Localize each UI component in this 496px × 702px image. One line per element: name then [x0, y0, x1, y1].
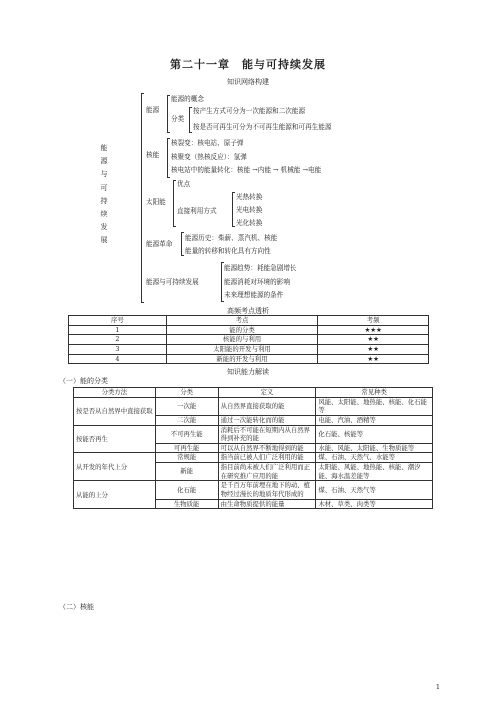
page-title: 第二十一章 能与可持续发展	[170, 58, 326, 71]
class-type-cell: 化石能	[155, 481, 218, 499]
exam-header-freq: 考频	[318, 316, 429, 326]
class-method-cell: 从能的上分	[74, 481, 156, 509]
section-2-heading: （二）核能	[59, 603, 94, 611]
node-advantages: 优点	[177, 180, 191, 188]
exam-cell-point: 能的分类	[166, 325, 318, 335]
exam-cell-no: 2	[69, 335, 167, 345]
class-def-cell: 可以从自然界不断地得到的能	[218, 443, 316, 453]
node-concept: 能源的概念	[171, 95, 204, 103]
class-def-cell: 通过一次能转化而的能	[218, 415, 316, 425]
table-row	[69, 335, 429, 345]
table-row	[74, 481, 433, 499]
class-method-cell: 按能否再生	[74, 425, 156, 453]
network-heading: 知识网络构建	[227, 78, 269, 86]
class-header-row	[74, 388, 433, 398]
node-trend: 能源趋势：耗能急剧增长	[224, 264, 297, 272]
node-fission: 核裂变：核电站、原子弹	[171, 139, 244, 147]
table-row	[74, 397, 433, 415]
exam-cell-freq: ★★	[318, 335, 429, 345]
table-row	[74, 425, 433, 443]
exam-header-point: 考点	[166, 316, 318, 326]
class-def-cell: 指目前尚未被人们广泛利用而正在研究推广应用的能	[218, 463, 316, 481]
node-fusion: 核聚变（热核反应）：氢弹	[171, 153, 247, 161]
class-def-cell: 指当前已被人们广泛利用的能	[218, 453, 316, 463]
class-def-cell: 由生命物质提供的能量	[218, 499, 316, 509]
class-def-cell: 从自然界直接获取的能	[218, 397, 316, 415]
class-header-examples: 常见种类	[316, 388, 433, 398]
class-header-def: 定义	[218, 388, 316, 398]
class-examples-cell: 水能、风能、太阳能、生物质能等	[316, 443, 433, 453]
node-solar: 太阳能	[146, 198, 166, 206]
exam-cell-freq: ★★★	[318, 325, 429, 335]
exam-heading: 高频考点透析	[227, 307, 269, 315]
exam-cell-point: 新能的开发与利用	[166, 354, 318, 364]
page-number: 1	[435, 683, 440, 691]
revolution-brace	[181, 232, 182, 256]
exam-header-no: 序号	[69, 316, 167, 326]
node-revolution: 能源革命	[146, 240, 173, 248]
table-row	[74, 453, 433, 463]
exam-cell-no: 4	[69, 354, 167, 364]
classification-table	[73, 387, 433, 509]
exam-table	[68, 315, 429, 364]
class-type-cell: 生物质能	[155, 499, 218, 509]
node-pt-heat: 光热转换	[236, 193, 263, 201]
node-class-2: 按是否可再生可分为不可再生能源和可再生能源	[193, 123, 332, 131]
exam-cell-freq: ★★	[318, 354, 429, 364]
table-row	[69, 325, 429, 335]
class-examples-cell: 煤、石油、天然气、水能等	[316, 453, 433, 463]
node-energy: 能源	[146, 106, 160, 114]
class-examples-cell: 化石能、核能等	[316, 425, 433, 443]
class-def-cell: 是千百万年前埋在地下的动、植物经过漫长的地质年代形成的	[218, 481, 316, 499]
node-history: 能源历史：柴薪、蒸汽机、核能	[185, 234, 278, 242]
root-brace	[141, 93, 142, 303]
class-examples-cell: 煤、石油、天然气等	[316, 481, 433, 499]
energy-brace	[167, 95, 168, 133]
node-sustain: 能源与可持续发展	[146, 278, 199, 286]
class-examples-cell: 木材、草类、肉类等	[316, 499, 433, 509]
node-classification: 分类	[171, 115, 185, 123]
class-header-type: 分类	[155, 388, 218, 398]
node-transfer: 能量的转移和转化具有方向性	[185, 247, 271, 255]
class-header-method: 分类方法	[74, 388, 156, 398]
exam-cell-no: 3	[69, 344, 167, 354]
node-class-1: 按产生方式可分为一次能源和二次能源	[193, 107, 306, 115]
class-type-cell: 可再生能	[155, 443, 218, 453]
class-brace	[189, 107, 190, 133]
class-def-cell: 消耗后不可能在短期内从自然界得到补充的能	[218, 425, 316, 443]
class-type-cell: 二次能	[155, 415, 218, 425]
class-examples-cell: 太阳能、风能、地热能、核能、潮汐能、海水温差能等	[316, 463, 433, 481]
table-row	[69, 344, 429, 354]
exam-cell-no: 1	[69, 325, 167, 335]
class-type-cell: 新能	[155, 463, 218, 481]
node-pt-elec: 光电转换	[236, 206, 263, 214]
exam-cell-point: 核能的与利用	[166, 335, 318, 345]
node-future: 未来理想能源的条件	[224, 291, 284, 299]
ability-heading: 知识能力解读	[227, 368, 269, 376]
section-1-heading: （一）能的分类	[59, 377, 108, 385]
nuclear-brace	[167, 138, 168, 178]
exam-cell-freq: ★★	[318, 344, 429, 354]
class-type-cell: 常规能	[155, 453, 218, 463]
class-type-cell: 不可再生能	[155, 425, 218, 443]
table-row	[69, 354, 429, 364]
class-method-cell: 从开发的年代上分	[74, 453, 156, 481]
root-label: 能源与可持续发展	[100, 144, 108, 245]
class-type-cell: 一次能	[155, 397, 218, 415]
node-pt-chem: 光化转换	[236, 219, 263, 227]
node-direct-use: 直接利用方式	[177, 207, 217, 215]
node-conversion: 核电站中的能量转化：核能 →内能 → 机械能 →电能	[171, 166, 322, 174]
sustain-brace	[221, 262, 222, 302]
class-examples-cell: 风能、太阳能、地热能、核能、化石能等	[316, 397, 433, 415]
exam-cell-point: 太阳能的开发与利用	[166, 344, 318, 354]
class-examples-cell: 电能、汽油、酒精等	[316, 415, 433, 425]
node-impact: 能源消耗对环境的影响	[224, 278, 290, 286]
solar-brace	[173, 180, 174, 227]
direct-use-brace	[232, 192, 233, 227]
exam-header-row	[69, 316, 429, 326]
class-method-cell: 按是否从自然界中直接获取	[74, 397, 156, 425]
node-nuclear: 核能	[146, 151, 160, 159]
